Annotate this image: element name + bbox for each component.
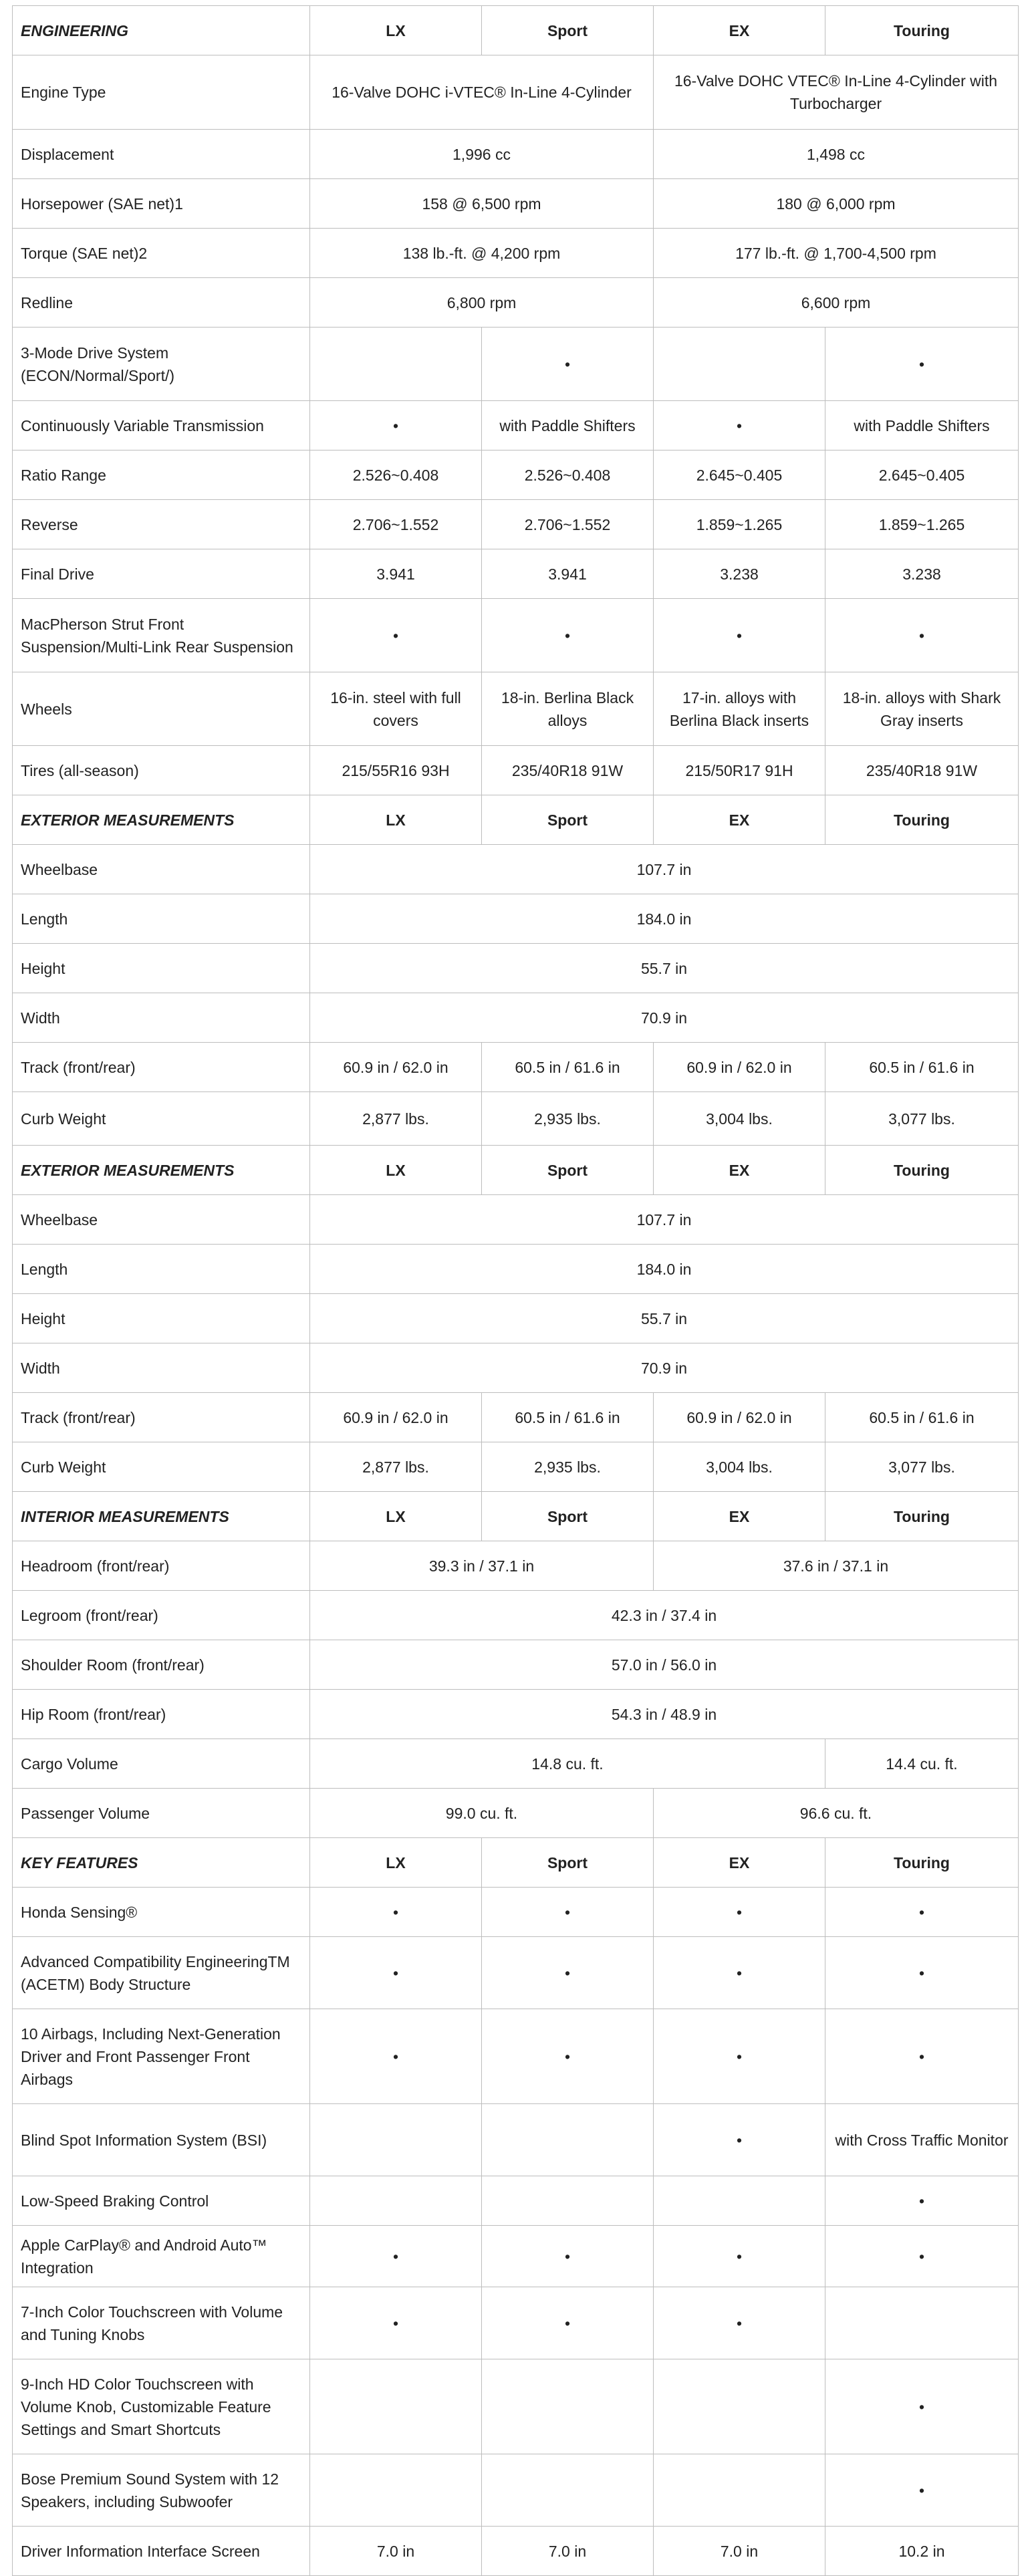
trim-column-header: Touring <box>825 6 1019 55</box>
spec-value: 14.4 cu. ft. <box>825 1739 1019 1789</box>
spec-label: 10 Airbags, Including Next-Generation Driver and Front Passenger Front Airbags <box>13 2009 310 2104</box>
included-bullet: • <box>482 1888 654 1937</box>
spec-value: 2,877 lbs. <box>310 1442 482 1492</box>
spec-value: 2.526~0.408 <box>482 450 654 500</box>
spec-label: Blind Spot Information System (BSI) <box>13 2104 310 2176</box>
spec-value: 6,800 rpm <box>310 278 654 328</box>
spec-row <box>13 1937 1019 2009</box>
section-title: KEY FEATURES <box>13 1838 310 1888</box>
spec-row <box>13 278 1019 328</box>
included-bullet: • <box>482 2009 654 2104</box>
trim-column-header: LX <box>310 1146 482 1195</box>
included-bullet: • <box>654 1888 825 1937</box>
spec-value: 3.941 <box>310 549 482 599</box>
spec-label: Curb Weight <box>13 1442 310 1492</box>
spec-value: 3,077 lbs. <box>825 1092 1019 1146</box>
section-title: ENGINEERING <box>13 6 310 55</box>
trim-column-header: Sport <box>482 795 654 845</box>
spec-value: 18-in. alloys with Shark Gray inserts <box>825 672 1019 746</box>
spec-label: Shoulder Room (front/rear) <box>13 1640 310 1690</box>
spec-value: 177 lb.-ft. @ 1,700-4,500 rpm <box>654 229 1019 278</box>
spec-label: Driver Information Interface Screen <box>13 2527 310 2576</box>
spec-label: Passenger Volume <box>13 1789 310 1838</box>
spec-value: 2,935 lbs. <box>482 1442 654 1492</box>
spec-value: 184.0 in <box>310 894 1019 944</box>
spec-row <box>13 1195 1019 1245</box>
spec-label: Bose Premium Sound System with 12 Speakers, including Subwoofer <box>13 2454 310 2527</box>
spec-label: Wheels <box>13 672 310 746</box>
section-header-row <box>13 6 1019 55</box>
spec-label: 9-Inch HD Color Touchscreen with Volume Knob, Customizable Feature Settings and Smart Shortcuts <box>13 2359 310 2454</box>
spec-row <box>13 1789 1019 1838</box>
spec-value: 18-in. Berlina Black alloys <box>482 672 654 746</box>
trim-column-header: Sport <box>482 6 654 55</box>
included-bullet: • <box>310 2287 482 2359</box>
spec-label: Redline <box>13 278 310 328</box>
spec-label: Honda Sensing® <box>13 1888 310 1937</box>
spec-row <box>13 944 1019 993</box>
spec-value: 3,004 lbs. <box>654 1442 825 1492</box>
spec-value <box>654 328 825 401</box>
trim-column-header: EX <box>654 1146 825 1195</box>
spec-value: 2.645~0.405 <box>825 450 1019 500</box>
spec-row <box>13 328 1019 401</box>
section-header-row <box>13 795 1019 845</box>
spec-label: MacPherson Strut Front Suspension/Multi-Link Rear Suspension <box>13 599 310 672</box>
spec-row <box>13 1739 1019 1789</box>
spec-label: Track (front/rear) <box>13 1393 310 1442</box>
spec-value: 2.645~0.405 <box>654 450 825 500</box>
spec-row <box>13 1294 1019 1343</box>
included-bullet: • <box>825 2359 1019 2454</box>
spec-row <box>13 549 1019 599</box>
spec-value: 60.5 in / 61.6 in <box>825 1393 1019 1442</box>
spec-value: 235/40R18 91W <box>825 746 1019 795</box>
spec-row <box>13 894 1019 944</box>
included-bullet: • <box>482 2226 654 2287</box>
included-bullet: • <box>654 401 825 450</box>
spec-row <box>13 1043 1019 1092</box>
spec-label: Headroom (front/rear) <box>13 1541 310 1591</box>
spec-value: with Paddle Shifters <box>825 401 1019 450</box>
spec-value: 3.238 <box>825 549 1019 599</box>
spec-value: 96.6 cu. ft. <box>654 1789 1019 1838</box>
section-title: EXTERIOR MEASUREMENTS <box>13 795 310 845</box>
spec-label: Reverse <box>13 500 310 549</box>
spec-value: 107.7 in <box>310 1195 1019 1245</box>
included-bullet: • <box>825 1888 1019 1937</box>
spec-label: Hip Room (front/rear) <box>13 1690 310 1739</box>
spec-row <box>13 1591 1019 1640</box>
spec-value: 7.0 in <box>482 2527 654 2576</box>
spec-value: 60.9 in / 62.0 in <box>654 1043 825 1092</box>
included-bullet: • <box>310 599 482 672</box>
section-header-row <box>13 1838 1019 1888</box>
spec-value <box>654 2454 825 2527</box>
spec-value <box>310 2454 482 2527</box>
included-bullet: • <box>482 328 654 401</box>
spec-label: Length <box>13 894 310 944</box>
spec-row <box>13 2454 1019 2527</box>
spec-value: 184.0 in <box>310 1245 1019 1294</box>
trim-column-header: LX <box>310 1838 482 1888</box>
spec-label: Ratio Range <box>13 450 310 500</box>
spec-row <box>13 1640 1019 1690</box>
spec-value: 2,935 lbs. <box>482 1092 654 1146</box>
spec-label: Advanced Compatibility EngineeringTM (ACETM) Body Structure <box>13 1937 310 2009</box>
spec-row <box>13 1245 1019 1294</box>
spec-value <box>310 2104 482 2176</box>
spec-label: Height <box>13 944 310 993</box>
spec-value: 10.2 in <box>825 2527 1019 2576</box>
included-bullet: • <box>825 2454 1019 2527</box>
spec-label: Continuously Variable Transmission <box>13 401 310 450</box>
spec-value: 1.859~1.265 <box>654 500 825 549</box>
spec-value: 16-Valve DOHC i-VTEC® In-Line 4-Cylinder <box>310 55 654 130</box>
included-bullet: • <box>482 1937 654 2009</box>
trim-column-header: Touring <box>825 1838 1019 1888</box>
section-header-row <box>13 1146 1019 1195</box>
spec-value: 3.941 <box>482 549 654 599</box>
spec-row <box>13 599 1019 672</box>
spec-label: Wheelbase <box>13 1195 310 1245</box>
spec-value: 215/55R16 93H <box>310 746 482 795</box>
spec-value: with Cross Traffic Monitor <box>825 2104 1019 2176</box>
included-bullet: • <box>482 599 654 672</box>
spec-row <box>13 179 1019 229</box>
section-header-row <box>13 1492 1019 1541</box>
spec-label: Engine Type <box>13 55 310 130</box>
spec-value: 2,877 lbs. <box>310 1092 482 1146</box>
spec-value: 16-in. steel with full covers <box>310 672 482 746</box>
trim-column-header: EX <box>654 6 825 55</box>
spec-value: 99.0 cu. ft. <box>310 1789 654 1838</box>
included-bullet: • <box>654 2104 825 2176</box>
trim-column-header: EX <box>654 1492 825 1541</box>
spec-value: 158 @ 6,500 rpm <box>310 179 654 229</box>
spec-value <box>654 2359 825 2454</box>
spec-value: 1,498 cc <box>654 130 1019 179</box>
included-bullet: • <box>825 2009 1019 2104</box>
spec-value: 235/40R18 91W <box>482 746 654 795</box>
spec-value: 60.5 in / 61.6 in <box>825 1043 1019 1092</box>
included-bullet: • <box>310 2009 482 2104</box>
spec-value: 39.3 in / 37.1 in <box>310 1541 654 1591</box>
spec-row <box>13 2009 1019 2104</box>
trim-column-header: EX <box>654 1838 825 1888</box>
spec-row <box>13 2226 1019 2287</box>
spec-label: Cargo Volume <box>13 1739 310 1789</box>
spec-row <box>13 2359 1019 2454</box>
spec-row <box>13 450 1019 500</box>
spec-row <box>13 1541 1019 1591</box>
spec-value: 37.6 in / 37.1 in <box>654 1541 1019 1591</box>
spec-label: Height <box>13 1294 310 1343</box>
spec-value: 60.5 in / 61.6 in <box>482 1393 654 1442</box>
spec-label: Low-Speed Braking Control <box>13 2176 310 2226</box>
included-bullet: • <box>654 2226 825 2287</box>
spec-row <box>13 401 1019 450</box>
spec-value: 7.0 in <box>654 2527 825 2576</box>
included-bullet: • <box>310 401 482 450</box>
spec-value: 3,004 lbs. <box>654 1092 825 1146</box>
spec-row <box>13 2287 1019 2359</box>
spec-value <box>482 2359 654 2454</box>
spec-value: 2.706~1.552 <box>482 500 654 549</box>
spec-label: 3-Mode Drive System (ECON/Normal/Sport/) <box>13 328 310 401</box>
included-bullet: • <box>654 2287 825 2359</box>
included-bullet: • <box>825 2176 1019 2226</box>
spec-value: 2.526~0.408 <box>310 450 482 500</box>
included-bullet: • <box>482 2287 654 2359</box>
included-bullet: • <box>654 599 825 672</box>
spec-row <box>13 55 1019 130</box>
spec-value: 1,996 cc <box>310 130 654 179</box>
included-bullet: • <box>654 2009 825 2104</box>
spec-value: 54.3 in / 48.9 in <box>310 1690 1019 1739</box>
spec-label: Torque (SAE net)2 <box>13 229 310 278</box>
spec-value <box>310 2359 482 2454</box>
spec-value: 215/50R17 91H <box>654 746 825 795</box>
trim-column-header: Touring <box>825 795 1019 845</box>
spec-value <box>825 2287 1019 2359</box>
spec-row <box>13 746 1019 795</box>
trim-column-header: EX <box>654 795 825 845</box>
included-bullet: • <box>825 328 1019 401</box>
spec-value: 138 lb.-ft. @ 4,200 rpm <box>310 229 654 278</box>
spec-row <box>13 2527 1019 2576</box>
spec-row <box>13 1690 1019 1739</box>
spec-value: 55.7 in <box>310 1294 1019 1343</box>
included-bullet: • <box>310 1937 482 2009</box>
spec-value: 42.3 in / 37.4 in <box>310 1591 1019 1640</box>
spec-value: 3,077 lbs. <box>825 1442 1019 1492</box>
spec-value: 60.5 in / 61.6 in <box>482 1043 654 1092</box>
spec-value: 180 @ 6,000 rpm <box>654 179 1019 229</box>
included-bullet: • <box>310 2226 482 2287</box>
spec-value: 57.0 in / 56.0 in <box>310 1640 1019 1690</box>
trim-column-header: Touring <box>825 1492 1019 1541</box>
spec-value <box>310 328 482 401</box>
spec-value <box>310 2176 482 2226</box>
spec-value: 1.859~1.265 <box>825 500 1019 549</box>
spec-row <box>13 500 1019 549</box>
spec-value: 60.9 in / 62.0 in <box>310 1393 482 1442</box>
spec-row <box>13 845 1019 894</box>
specifications-table <box>12 5 1019 2576</box>
spec-label: Horsepower (SAE net)1 <box>13 179 310 229</box>
included-bullet: • <box>825 2226 1019 2287</box>
spec-value: 55.7 in <box>310 944 1019 993</box>
spec-label: Length <box>13 1245 310 1294</box>
spec-row <box>13 1092 1019 1146</box>
spec-row <box>13 993 1019 1043</box>
spec-value: 17-in. alloys with Berlina Black inserts <box>654 672 825 746</box>
trim-column-header: LX <box>310 1492 482 1541</box>
included-bullet: • <box>310 1888 482 1937</box>
spec-value: 2.706~1.552 <box>310 500 482 549</box>
spec-label: Track (front/rear) <box>13 1043 310 1092</box>
spec-label: Width <box>13 993 310 1043</box>
spec-row <box>13 2104 1019 2176</box>
section-title: INTERIOR MEASUREMENTS <box>13 1492 310 1541</box>
spec-label: Apple CarPlay® and Android Auto™ Integration <box>13 2226 310 2287</box>
spec-label: Curb Weight <box>13 1092 310 1146</box>
included-bullet: • <box>654 1937 825 2009</box>
trim-column-header: LX <box>310 795 482 845</box>
spec-value <box>654 2176 825 2226</box>
spec-label: 7-Inch Color Touchscreen with Volume and Tuning Knobs <box>13 2287 310 2359</box>
spec-label: Wheelbase <box>13 845 310 894</box>
spec-label: Displacement <box>13 130 310 179</box>
spec-value: 7.0 in <box>310 2527 482 2576</box>
spec-row <box>13 2176 1019 2226</box>
trim-column-header: Sport <box>482 1146 654 1195</box>
spec-value: with Paddle Shifters <box>482 401 654 450</box>
spec-value: 6,600 rpm <box>654 278 1019 328</box>
spec-value <box>482 2454 654 2527</box>
spec-label: Final Drive <box>13 549 310 599</box>
spec-label: Width <box>13 1343 310 1393</box>
trim-column-header: LX <box>310 6 482 55</box>
spec-row <box>13 130 1019 179</box>
spec-label: Tires (all-season) <box>13 746 310 795</box>
spec-row <box>13 1888 1019 1937</box>
spec-value <box>482 2176 654 2226</box>
spec-row <box>13 672 1019 746</box>
spec-value: 60.9 in / 62.0 in <box>654 1393 825 1442</box>
spec-value: 70.9 in <box>310 993 1019 1043</box>
spec-value: 107.7 in <box>310 845 1019 894</box>
trim-column-header: Sport <box>482 1492 654 1541</box>
spec-row <box>13 1442 1019 1492</box>
spec-value: 14.8 cu. ft. <box>310 1739 825 1789</box>
spec-row <box>13 1343 1019 1393</box>
spec-label: Legroom (front/rear) <box>13 1591 310 1640</box>
spec-row <box>13 1393 1019 1442</box>
trim-column-header: Touring <box>825 1146 1019 1195</box>
spec-value: 70.9 in <box>310 1343 1019 1393</box>
spec-value: 60.9 in / 62.0 in <box>310 1043 482 1092</box>
included-bullet: • <box>825 1937 1019 2009</box>
included-bullet: • <box>825 599 1019 672</box>
spec-row <box>13 229 1019 278</box>
spec-value: 3.238 <box>654 549 825 599</box>
spec-value <box>482 2104 654 2176</box>
section-title: EXTERIOR MEASUREMENTS <box>13 1146 310 1195</box>
trim-column-header: Sport <box>482 1838 654 1888</box>
spec-value: 16-Valve DOHC VTEC® In-Line 4-Cylinder with Turbocharger <box>654 55 1019 130</box>
